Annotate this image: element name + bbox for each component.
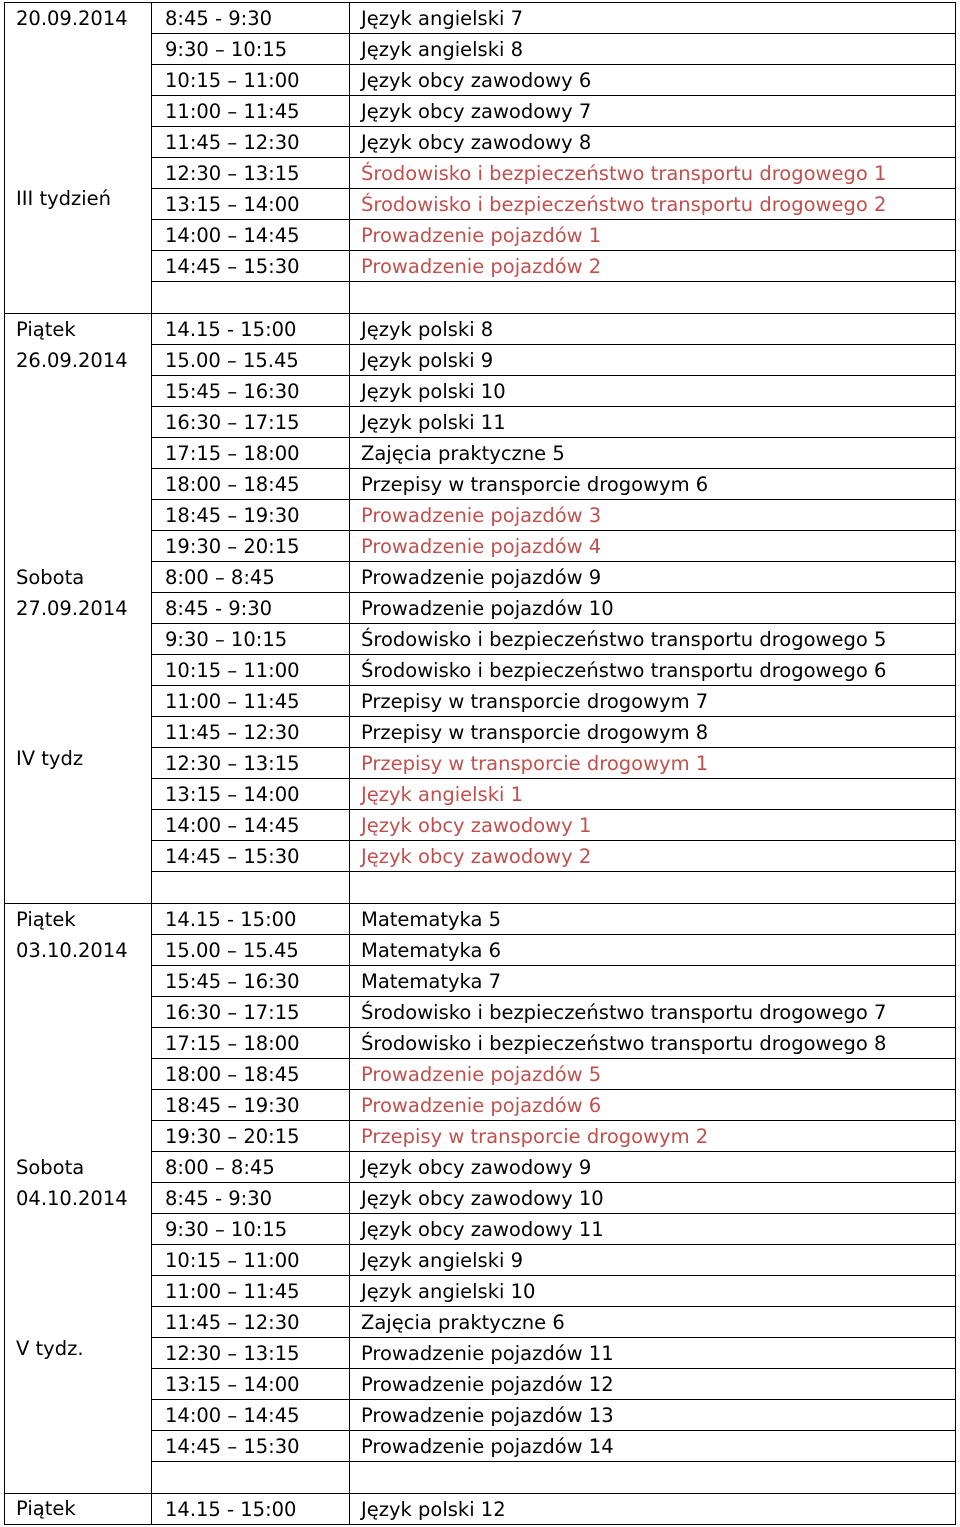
table-row [152,158,955,189]
schedule-table [4,2,956,1525]
time-cell: 14.15 - 15:00 [152,1494,350,1525]
table-row [152,282,955,313]
time-cell: 19:30 – 20:15 [152,1121,350,1151]
subject-cell: Język angielski 10 [361,1280,536,1303]
subject-cell: Matematyka 6 [361,939,502,962]
subject-cell: Środowisko i bezpieczeństwo transportu drogowego 2 [361,193,887,216]
time-cell: 12:30 – 13:15 [152,158,350,188]
time-cell: 12:30 – 13:15 [152,1338,350,1368]
time-cell: 17:15 – 18:00 [152,438,350,468]
table-row [152,966,955,997]
table-row [152,1121,955,1152]
next-week-block [5,1494,955,1524]
time-cell: 13:15 – 14:00 [152,1369,350,1399]
subject-cell: Matematyka 5 [361,908,502,931]
date-label: 27.09.2014 [16,597,128,620]
subject-cell: Prowadzenie pojazdów 10 [361,597,614,620]
week-label: IV tydz [16,747,84,770]
table-row [152,1183,955,1214]
table-row [152,500,955,531]
subject-cell: Prowadzenie pojazdów 3 [361,504,602,527]
time-cell: 16:30 – 17:15 [152,997,350,1027]
subject-cell: Język polski 10 [361,380,506,403]
table-row [152,1307,955,1338]
table-row [152,562,955,593]
table-row [152,1214,955,1245]
time-cell: 11:00 – 11:45 [152,1276,350,1306]
table-row [152,904,955,935]
time-cell: 8:00 – 8:45 [152,1152,350,1182]
time-cell: 14:45 – 15:30 [152,1431,350,1461]
table-row [152,189,955,220]
subject-cell: Zajęcia praktyczne 5 [361,442,565,465]
week-5-label-cell [5,904,152,1493]
subject-cell: Prowadzenie pojazdów 2 [361,255,602,278]
day-label: Piątek [16,908,76,931]
subject-cell: Środowisko i bezpieczeństwo transportu drogowego 7 [361,1001,887,1024]
subject-cell: Język angielski 8 [361,38,524,61]
table-row [152,1152,955,1183]
subject-cell: Prowadzenie pojazdów 13 [361,1404,614,1427]
table-row [152,655,955,686]
week-4-block [5,314,955,904]
time-cell: 9:30 – 10:15 [152,624,350,654]
subject-cell: Zajęcia praktyczne 6 [361,1311,565,1334]
time-cell: 11:45 – 12:30 [152,1307,350,1337]
table-row [152,717,955,748]
time-cell: 10:15 – 11:00 [152,1245,350,1275]
table-row [152,748,955,779]
subject-cell [350,282,955,313]
time-cell: 15.00 – 15.45 [152,345,350,375]
table-row [152,127,955,158]
table-row [152,1090,955,1121]
subject-cell: Prowadzenie pojazdów 12 [361,1373,614,1396]
time-cell: 10:15 – 11:00 [152,655,350,685]
time-cell: 14:00 – 14:45 [152,810,350,840]
subject-cell: Przepisy w transporcie drogowym 8 [361,721,709,744]
table-row [152,841,955,872]
table-row [152,810,955,841]
time-cell: 18:45 – 19:30 [152,500,350,530]
table-row [152,407,955,438]
table-row [152,1059,955,1090]
subject-cell: Język angielski 9 [361,1249,524,1272]
time-cell: 9:30 – 10:15 [152,34,350,64]
time-cell [152,1462,350,1493]
time-cell: 9:30 – 10:15 [152,1214,350,1244]
day-label: Sobota [16,1156,85,1179]
subject-cell: Język obcy zawodowy 9 [361,1156,592,1179]
subject-cell: Matematyka 7 [361,970,502,993]
table-row [152,686,955,717]
date-label: 26.09.2014 [16,349,128,372]
table-row [152,1462,955,1493]
table-row [152,593,955,624]
time-cell: 14:00 – 14:45 [152,220,350,250]
table-row [152,779,955,810]
time-cell: 13:15 – 14:00 [152,189,350,219]
table-row [152,345,955,376]
date-label: 20.09.2014 [16,7,128,30]
table-row [152,1494,955,1525]
week-3-block [5,3,955,314]
subject-cell: Prowadzenie pojazdów 1 [361,224,602,247]
time-cell: 14:45 – 15:30 [152,251,350,281]
subject-cell: Język polski 11 [361,411,506,434]
subject-cell: Środowisko i bezpieczeństwo transportu drogowego 6 [361,659,887,682]
table-row [152,220,955,251]
time-cell: 8:45 - 9:30 [152,593,350,623]
time-cell: 17:15 – 18:00 [152,1028,350,1058]
table-row [152,251,955,282]
table-row [152,872,955,903]
table-row [152,1276,955,1307]
table-row [152,34,955,65]
table-row [152,1431,955,1462]
table-row [152,65,955,96]
time-cell: 16:30 – 17:15 [152,407,350,437]
table-row [152,624,955,655]
time-cell: 11:00 – 11:45 [152,96,350,126]
time-cell: 13:15 – 14:00 [152,779,350,809]
time-cell: 8:45 - 9:30 [152,1183,350,1213]
week-label: III tydzień [16,187,112,210]
time-cell: 8:00 – 8:45 [152,562,350,592]
time-cell: 14.15 - 15:00 [152,904,350,934]
subject-cell: Prowadzenie pojazdów 14 [361,1435,614,1458]
table-row [152,469,955,500]
subject-cell: Język angielski 1 [361,783,524,806]
subject-cell: Język obcy zawodowy 8 [361,131,592,154]
time-cell: 18:45 – 19:30 [152,1090,350,1120]
week-label: V tydz. [16,1337,84,1360]
table-row [152,1400,955,1431]
day-label: Piątek [16,1497,76,1520]
time-cell: 14:45 – 15:30 [152,841,350,871]
table-row [152,96,955,127]
time-cell: 11:00 – 11:45 [152,686,350,716]
time-cell: 18:00 – 18:45 [152,469,350,499]
subject-cell: Prowadzenie pojazdów 4 [361,535,602,558]
table-row [152,997,955,1028]
subject-cell: Przepisy w transporcie drogowym 2 [361,1125,709,1148]
week-5-block [5,904,955,1494]
table-row [152,1369,955,1400]
time-cell: 15:45 – 16:30 [152,376,350,406]
subject-cell: Język obcy zawodowy 11 [361,1218,604,1241]
subject-cell: Prowadzenie pojazdów 5 [361,1063,602,1086]
time-cell: 11:45 – 12:30 [152,127,350,157]
subject-cell: Prowadzenie pojazdów 6 [361,1094,602,1117]
subject-cell: Język obcy zawodowy 7 [361,100,592,123]
subject-cell: Język obcy zawodowy 2 [361,845,592,868]
table-row [152,314,955,345]
subject-cell: Prowadzenie pojazdów 9 [361,566,602,589]
table-row [152,1245,955,1276]
time-cell: 15:45 – 16:30 [152,966,350,996]
subject-cell: Prowadzenie pojazdów 11 [361,1342,614,1365]
subject-cell: Język angielski 7 [361,7,524,30]
time-cell [152,282,350,313]
table-row [152,531,955,562]
subject-cell: Język polski 12 [361,1498,506,1521]
subject-cell [350,872,955,903]
subject-cell: Język obcy zawodowy 6 [361,69,592,92]
time-cell: 8:45 - 9:30 [152,3,350,33]
next-week-label-cell [5,1494,152,1524]
table-row [152,935,955,966]
subject-cell: Przepisy w transporcie drogowym 7 [361,690,709,713]
date-label: 04.10.2014 [16,1187,128,1210]
week-4-label-cell [5,314,152,903]
time-cell: 18:00 – 18:45 [152,1059,350,1089]
subject-cell: Język polski 8 [361,318,494,341]
subject-cell: Środowisko i bezpieczeństwo transportu drogowego 5 [361,628,887,651]
time-cell: 14:00 – 14:45 [152,1400,350,1430]
subject-cell: Przepisy w transporcie drogowym 1 [361,752,709,775]
table-row [152,3,955,34]
table-row [152,438,955,469]
time-cell: 11:45 – 12:30 [152,717,350,747]
date-label: 03.10.2014 [16,939,128,962]
subject-cell [350,1462,955,1493]
time-cell: 15.00 – 15.45 [152,935,350,965]
time-cell: 14.15 - 15:00 [152,314,350,344]
day-label: Sobota [16,566,85,589]
time-cell: 10:15 – 11:00 [152,65,350,95]
subject-cell: Przepisy w transporcie drogowym 6 [361,473,709,496]
subject-cell: Język obcy zawodowy 1 [361,814,592,837]
table-row [152,1028,955,1059]
time-cell: 12:30 – 13:15 [152,748,350,778]
time-cell: 19:30 – 20:15 [152,531,350,561]
table-row [152,1338,955,1369]
subject-cell: Środowisko i bezpieczeństwo transportu drogowego 8 [361,1032,887,1055]
table-row [152,376,955,407]
day-label: Piątek [16,318,76,341]
subject-cell: Język obcy zawodowy 10 [361,1187,604,1210]
time-cell [152,872,350,903]
week-3-label-cell [5,3,152,313]
subject-cell: Środowisko i bezpieczeństwo transportu drogowego 1 [361,162,887,185]
subject-cell: Język polski 9 [361,349,494,372]
